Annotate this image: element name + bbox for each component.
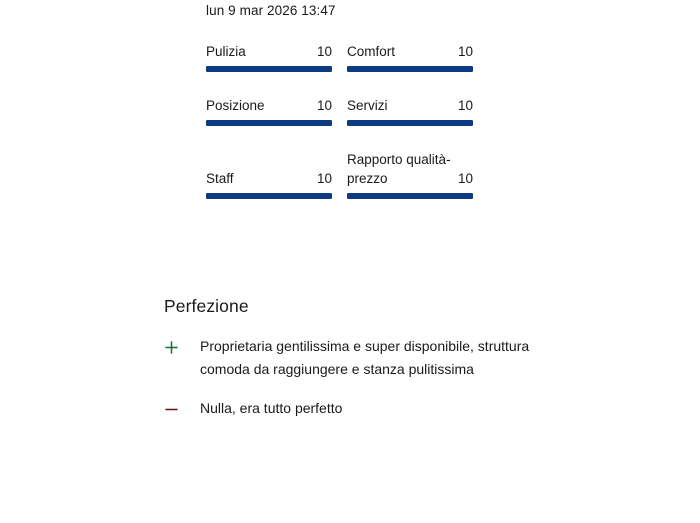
score-item-comfort: [347, 42, 473, 72]
score-bar-track: [347, 66, 473, 72]
review-text-card: [148, 283, 563, 523]
review-title: Perfezione: [164, 296, 249, 316]
review-point-negative: [164, 397, 559, 420]
score-header: [347, 150, 473, 188]
score-label: Posizione: [206, 98, 265, 113]
score-bar-track: [206, 66, 332, 72]
score-item-staff: [206, 150, 332, 199]
review-points-list: [164, 335, 559, 420]
score-header: [206, 169, 332, 188]
score-bar-fill: [206, 120, 332, 126]
review-score-card: [148, 0, 490, 208]
review-point-text: Nulla, era tutto perfetto: [200, 400, 343, 416]
score-value: 10: [457, 98, 473, 113]
score-item-rapporto-qualita-prezzo: [347, 150, 473, 199]
score-bar-fill: [347, 120, 473, 126]
score-bar-track: [206, 193, 332, 199]
score-item-servizi: [347, 96, 473, 126]
score-value: 10: [457, 44, 473, 59]
review-point-text: Proprietaria gentilissima e super disponibile, struttura comoda da raggiungere e stanza pulitissima: [200, 338, 530, 377]
score-bar-track: [206, 120, 332, 126]
score-bar-fill: [206, 193, 332, 199]
score-bar-fill: [206, 66, 332, 72]
score-value: 10: [316, 171, 332, 186]
score-label: Pulizia: [206, 44, 246, 59]
score-value: 10: [316, 98, 332, 113]
score-bar-fill: [347, 193, 473, 199]
score-bar-fill: [347, 66, 473, 72]
score-item-pulizia: [206, 42, 332, 72]
score-label: Rapporto qualità-prezzo: [347, 152, 451, 186]
score-header: [347, 42, 473, 61]
score-bar-track: [347, 193, 473, 199]
score-label: Staff: [206, 171, 234, 186]
review-date: lun 9 mar 2026 13:47: [206, 3, 336, 18]
score-header: [206, 96, 332, 115]
review-point-positive: [164, 335, 559, 381]
score-header: [347, 96, 473, 115]
score-bar-track: [347, 120, 473, 126]
score-value: 10: [316, 44, 332, 59]
score-item-posizione: [206, 96, 332, 126]
score-category-grid: [206, 42, 474, 199]
score-header: [206, 42, 332, 61]
minus-icon: [164, 397, 200, 420]
score-label: Servizi: [347, 98, 388, 113]
plus-icon: [164, 335, 200, 358]
score-label: Comfort: [347, 44, 396, 59]
score-value: 10: [457, 171, 473, 186]
